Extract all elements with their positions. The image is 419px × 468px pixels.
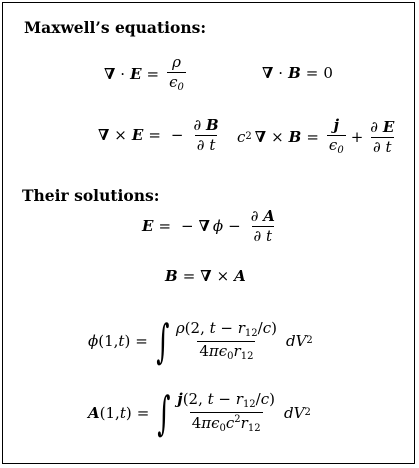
ampere-law-equation: c 2 ∇ × B = $\frac{j}{\epsilon_0}$ + $\frac{\partial E}{\partial t}$ bbox=[237, 116, 395, 156]
solutions-heading: Their solutions: bbox=[22, 186, 160, 205]
vector-potential-solution: A (1, t ) = ∫ $\frac{j(2, t - r_{12}/c)}{4\pi\epsilon_0c^2r_{12}}$ dV 2 bbox=[88, 386, 311, 440]
gauss-law-equation: ∇ · E = $\frac{\rho}{\epsilon_0}$ bbox=[104, 53, 184, 93]
magnetic-field-solution: B = ∇ × A bbox=[165, 267, 246, 285]
gauss-magnetism-equation: ∇ · B = 0 bbox=[262, 64, 333, 82]
electric-field-solution: E = − ∇ ϕ − $\frac{\partial A}{\partial t}$ bbox=[142, 207, 275, 245]
faraday-law-equation: ∇ × E = − $\frac{\partial B}{\partial t}$ bbox=[98, 116, 219, 154]
maxwell-heading: Maxwell’s equations: bbox=[24, 18, 207, 37]
scalar-potential-solution: ϕ (1, t ) = ∫ $\frac{\rho(2, t - r_{12}/c)}{4\pi\epsilon_0r_{12}}$ dV 2 bbox=[88, 314, 313, 368]
